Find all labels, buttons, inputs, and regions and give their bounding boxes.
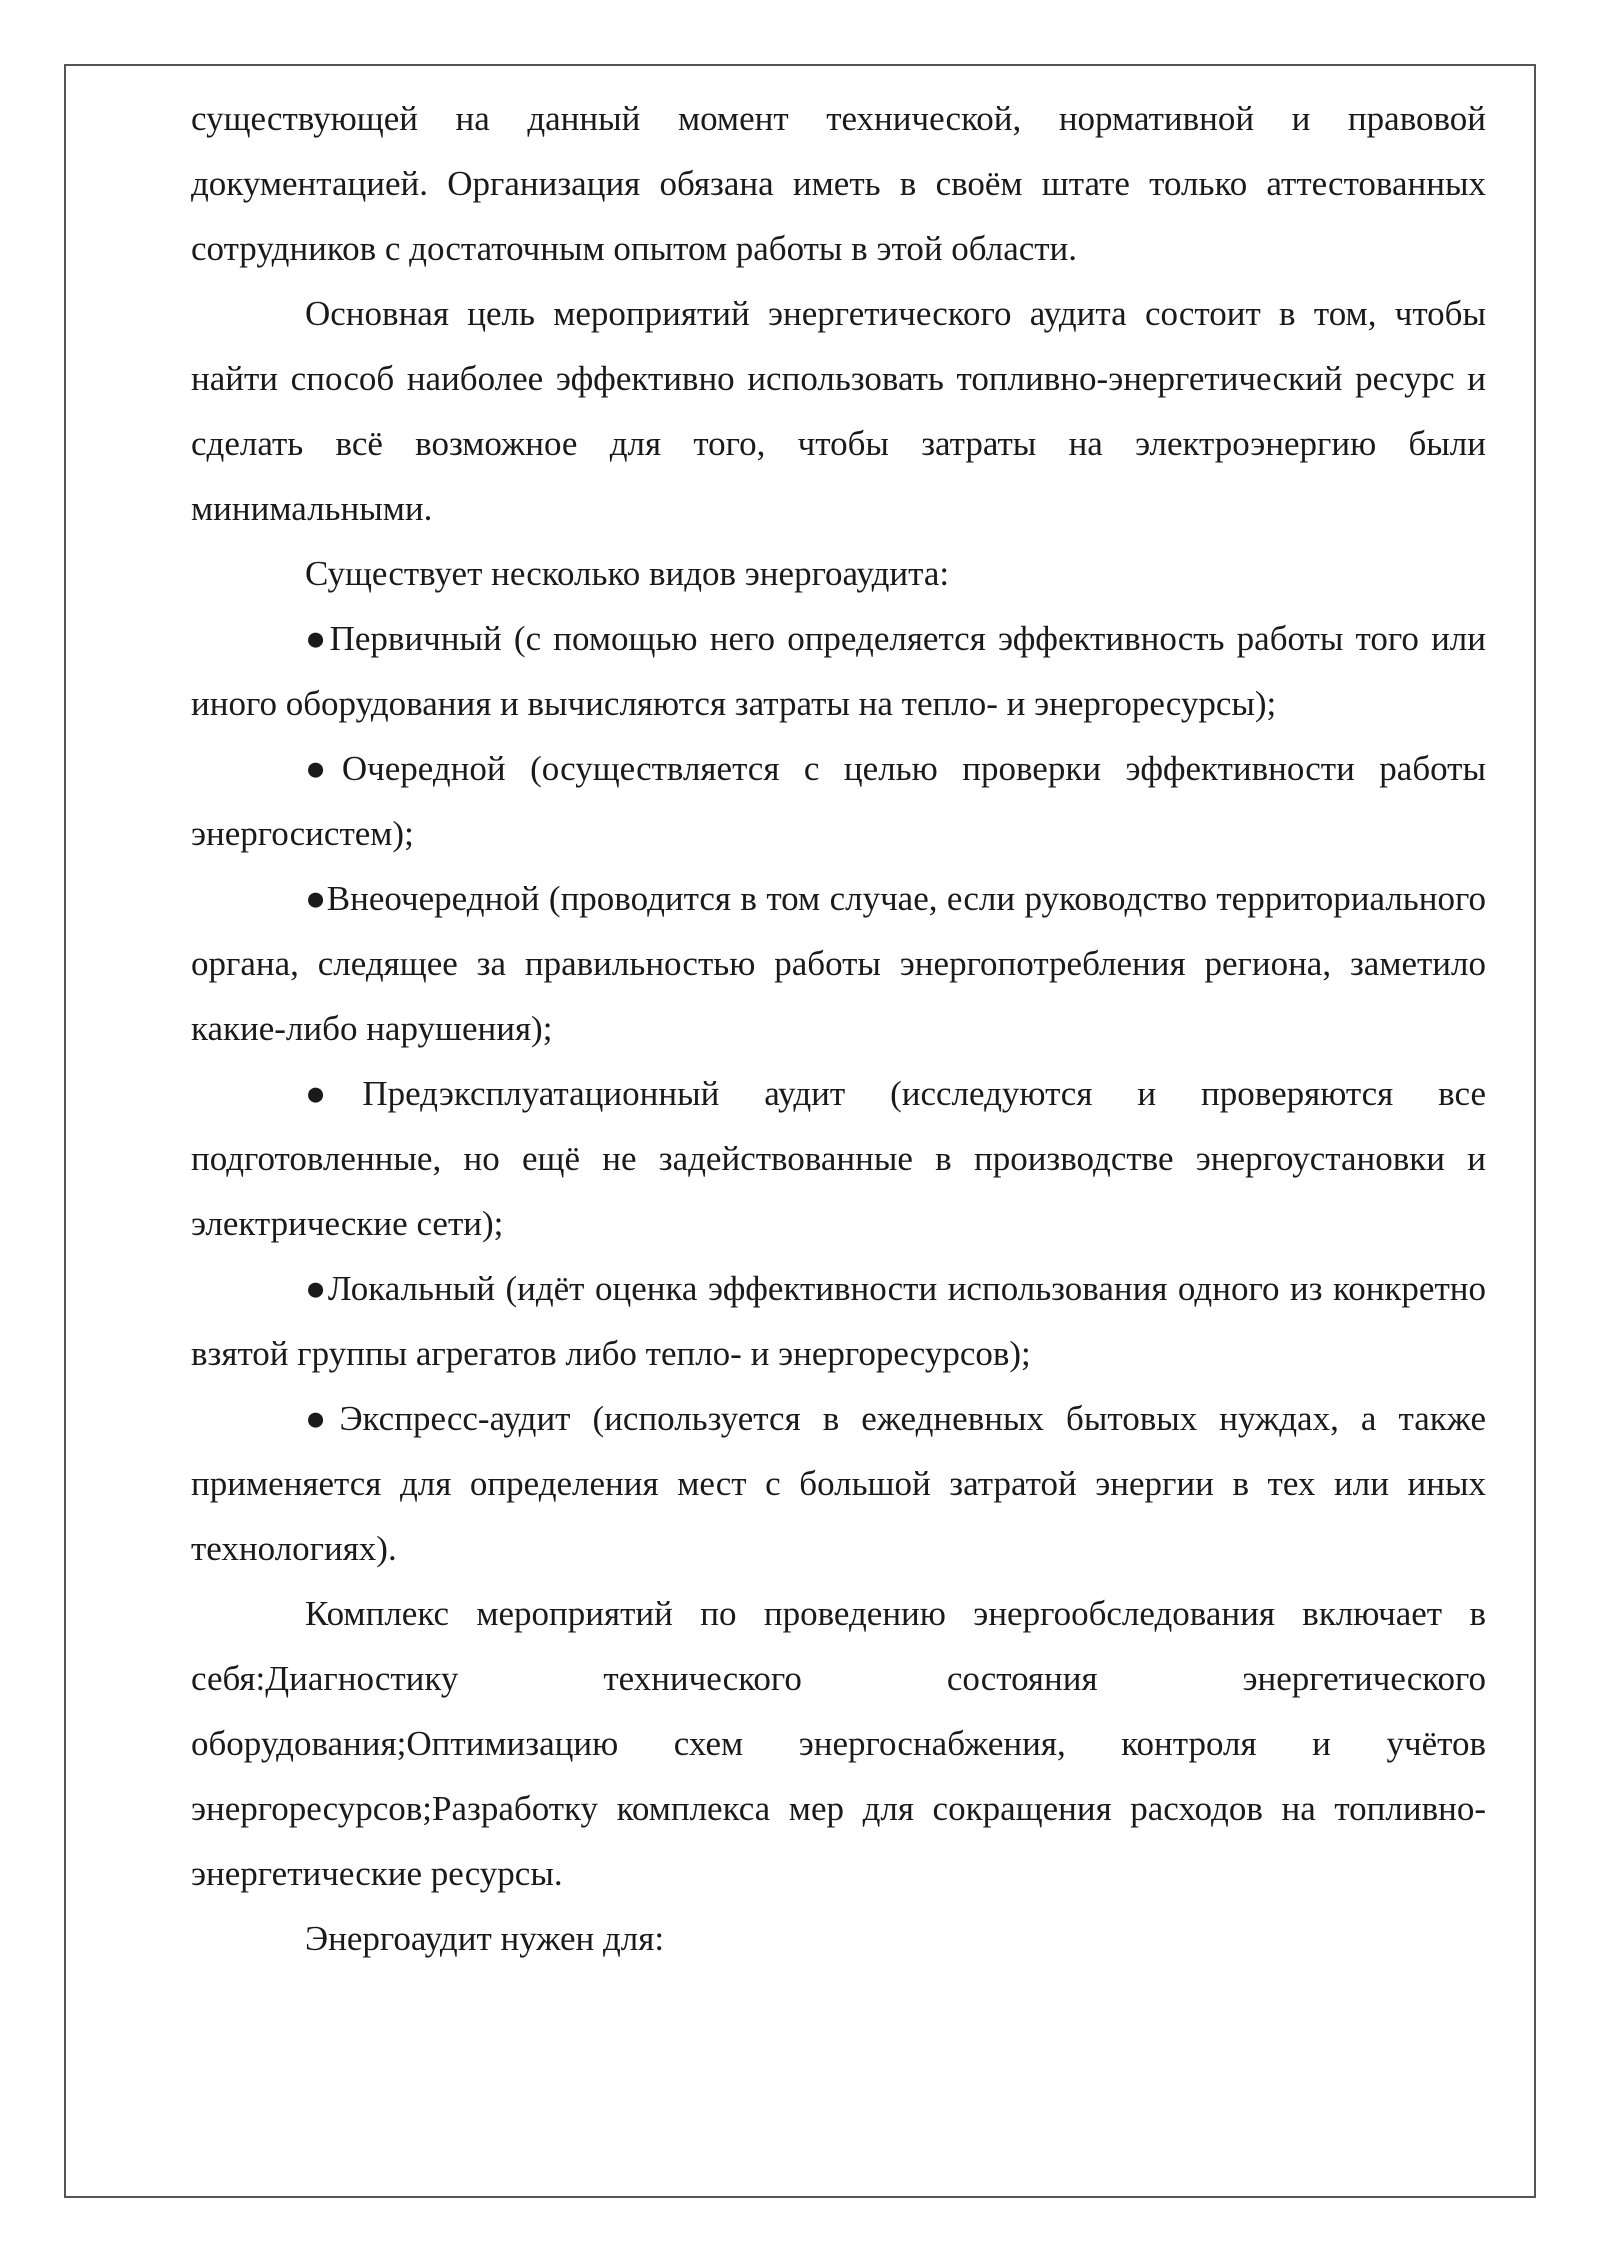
paragraph-continuation: существующей на данный момент технической, нормативной и правовой документацией. Организация обязана иметь в своём штате только аттестованных сотрудников с достаточным опытом работы в этой области. <box>191 99 1486 268</box>
list-item-express: ●Экспресс-аудит (используется в ежедневных бытовых нуждах, а также применяется для определения мест с большой затратой энергии в тех или иных технологиях). <box>191 1399 1486 1568</box>
paragraph-measures-complex: Комплекс мероприятий по проведению энергообследования включает в себя:Диагностику технического состояния энергетического оборудования;Оптимизацию схем энергоснабжения, контроля и учётов энергоресурсов;Разработку комплекса мер для сокращения расходов на топливно-энергетические ресурсы. <box>191 1594 1486 1893</box>
list-item-local: ●Локальный (идёт оценка эффективности использования одного из конкретно взятой группы агрегатов либо тепло- и энергоресурсов); <box>191 1269 1486 1373</box>
document-body <box>191 86 1486 1971</box>
list-item-extraordinary: ●Внеочередной (проводится в том случае, если руководство территориального органа, следящее за правильностью работы энергопотребления региона, заметило какие-либо нарушения); <box>191 879 1486 1048</box>
paragraph-audit-goal: Основная цель мероприятий энергетического аудита состоит в том, чтобы найти способ наиболее эффективно использовать топливно-энергетический ресурс и сделать всё возможное для того, чтобы затраты на электроэнергию были минимальными. <box>191 294 1486 528</box>
list-item-regular: ●Очередной (осуществляется с целью проверки эффективности работы энергосистем); <box>191 749 1486 853</box>
list-item-pre-operational: ●Предэксплуатационный аудит (исследуются и проверяются все подготовленные, но ещё не задействованные в производстве энергоустановки и электрические сети); <box>191 1074 1486 1243</box>
paragraph-audit-types-intro: Существует несколько видов энергоаудита: <box>305 554 950 593</box>
list-item-primary: ●Первичный (с помощью него определяется эффективность работы того или иного оборудования и вычисляются затраты на тепло- и энергоресурсы); <box>191 619 1486 723</box>
paragraph-audit-needed-for: Энергоаудит нужен для: <box>305 1919 665 1958</box>
